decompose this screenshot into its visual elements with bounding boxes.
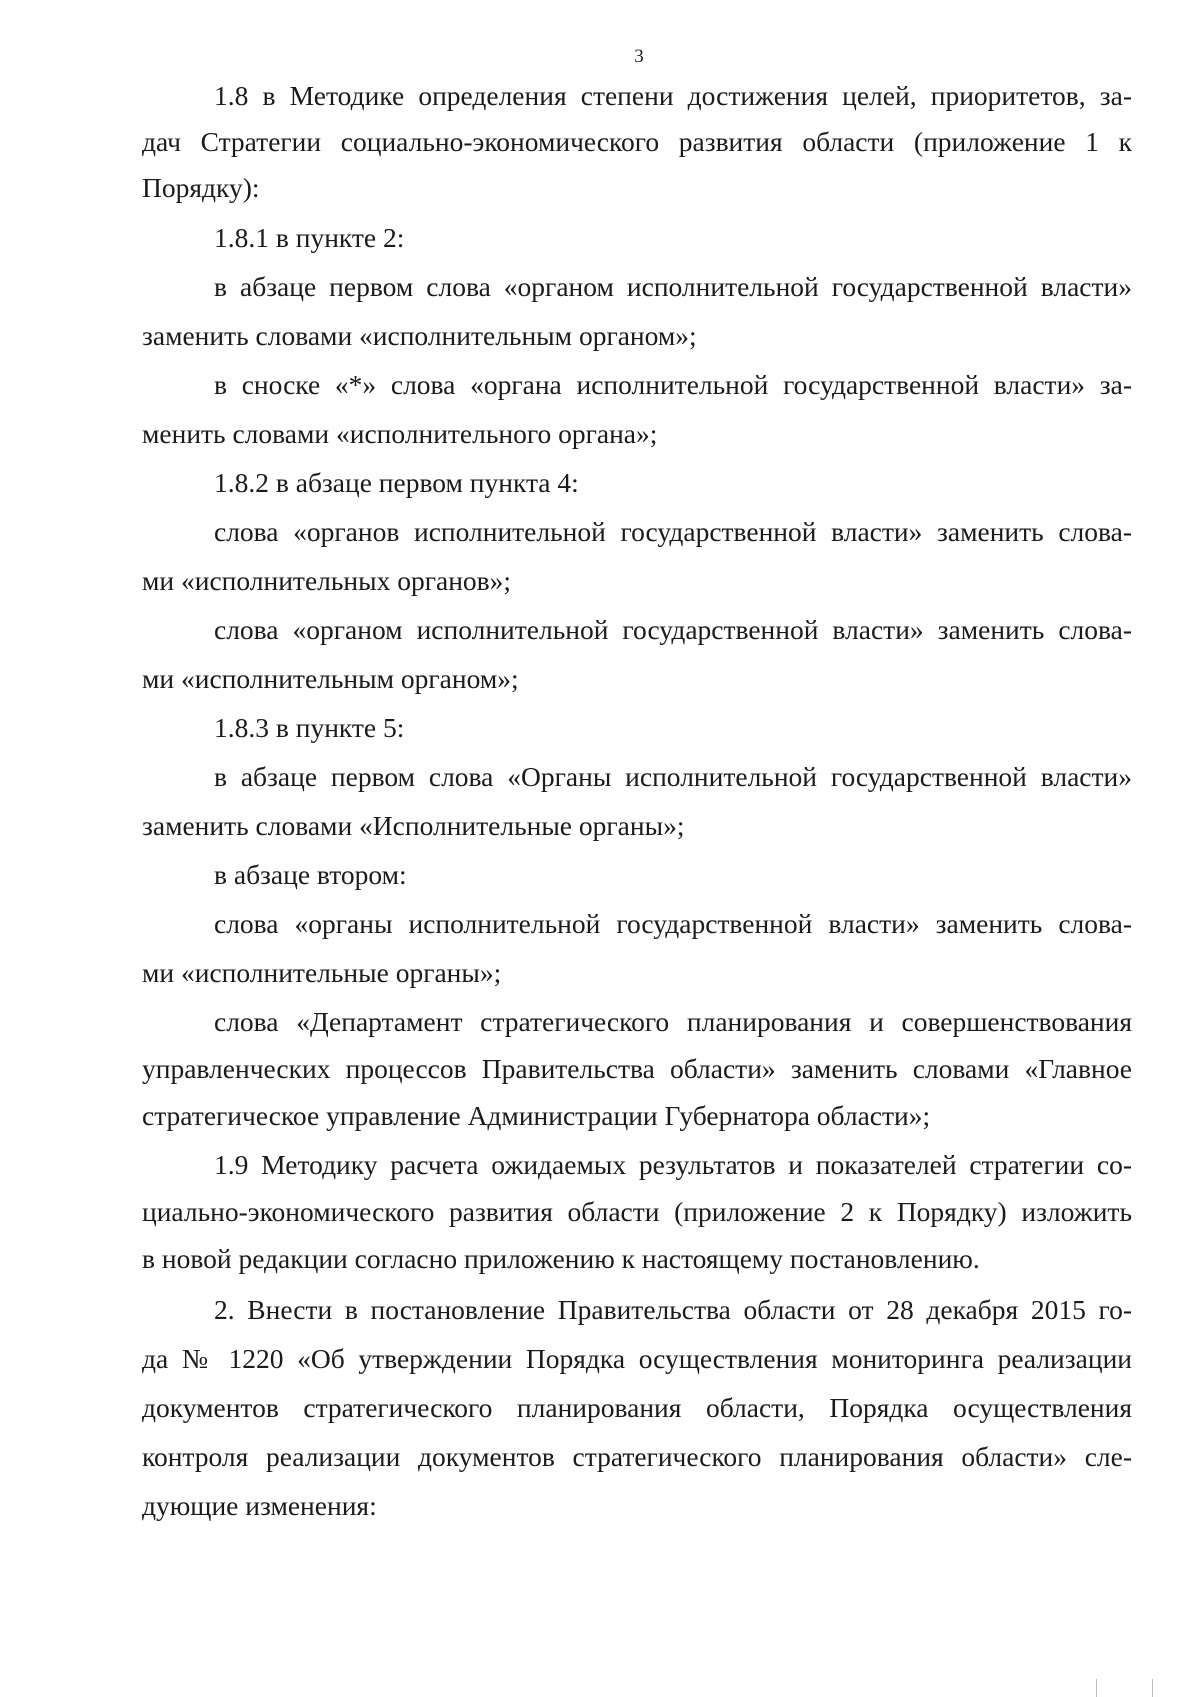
text-line: слова «органы исполнительной государственной власти» заменить слова- [214, 908, 1132, 939]
text-line: Порядку): [142, 172, 260, 203]
text-line: циально-экономического развития области (приложение 2 к Порядку) изложить [142, 1196, 1132, 1227]
text-line: документов стратегического планирования области, Порядка осуществления [142, 1392, 1132, 1423]
text-line: 1.8.1 в пункте 2: [214, 222, 405, 253]
text-line: 1.9 Методику расчета ожидаемых результатов и показателей стратегии со- [214, 1149, 1132, 1180]
page-number: 3 [634, 46, 644, 67]
text-line: слова «органов исполнительной государственной власти» заменить слова- [214, 516, 1132, 547]
text-line: контроля реализации документов стратегического планирования области» сле- [142, 1441, 1132, 1472]
text-line: ми «исполнительные органы»; [142, 957, 502, 988]
text-line: слова «Департамент стратегического планирования и совершенствования [214, 1006, 1132, 1037]
text-line: ми «исполнительным органом»; [142, 663, 519, 694]
text-line: 2. Внести в постановление Правительства области от 28 декабря 2015 го- [214, 1294, 1132, 1325]
text-line: слова «органом исполнительной государственной власти» заменить слова- [214, 614, 1132, 645]
text-line: в абзаце первом слова «Органы исполнительной государственной власти» [214, 761, 1132, 792]
text-line: в новой редакции согласно приложению к настоящему постановлению. [142, 1243, 980, 1274]
text-line: да № 1220 «Об утверждении Порядка осуществления мониторинга реализации [142, 1343, 1132, 1374]
text-line: дующие изменения: [142, 1490, 377, 1521]
scan-artifact [1096, 1679, 1097, 1697]
text-line: в сноске «*» слова «органа исполнительной государственной власти» за- [214, 369, 1132, 400]
text-line: заменить словами «исполнительным органом»; [142, 320, 697, 351]
text-line: 1.8.3 в пункте 5: [214, 712, 405, 743]
text-line: 1.8.2 в абзаце первом пункта 4: [214, 467, 579, 498]
text-line: в абзаце первом слова «органом исполнительной государственной власти» [214, 271, 1132, 302]
text-line: стратегическое управление Администрации Губернатора области»; [142, 1100, 931, 1131]
scan-artifact [1152, 1679, 1153, 1697]
text-line: в абзаце втором: [214, 859, 407, 890]
text-line: дач Стратегии социально-экономического развития области (приложение 1 к [142, 126, 1132, 157]
text-line: управленческих процессов Правительства области» заменить словами «Главное [142, 1053, 1132, 1084]
text-line: заменить словами «Исполнительные органы»; [142, 810, 685, 841]
text-line: 1.8 в Методике определения степени достижения целей, приоритетов, за- [214, 80, 1132, 111]
text-line: менить словами «исполнительного органа»; [142, 418, 658, 449]
text-line: ми «исполнительных органов»; [142, 565, 512, 596]
